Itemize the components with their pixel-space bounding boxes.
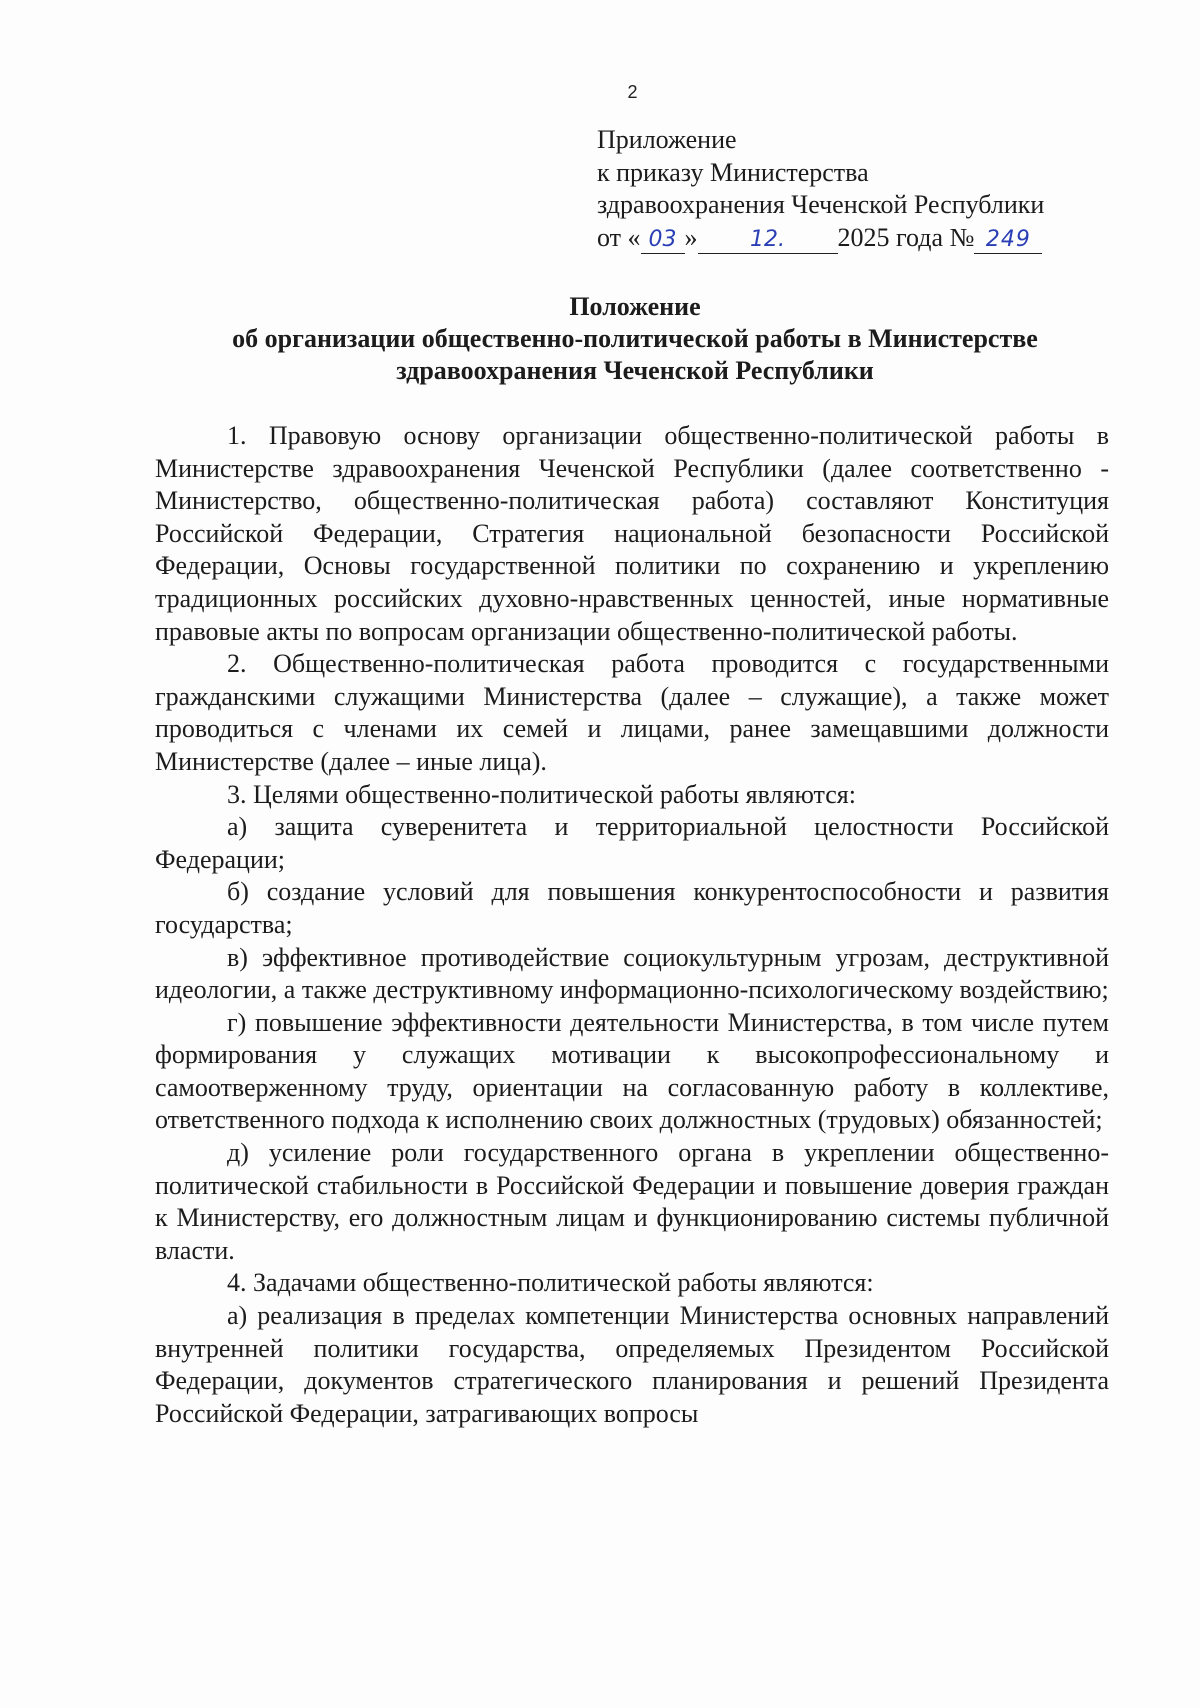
paragraph-3: 3. Целями общественно-политической работы являются: [227, 779, 856, 809]
date-year: 2025 года № [837, 222, 975, 252]
paragraph-3a: а) защита суверенитета и территориальной целостности Российской Федерации; [155, 812, 1109, 874]
handwritten-month: 12. [698, 227, 838, 254]
paragraph-4a: а) реализация в пределах компетенции Министерства основных направлений внутренней политики государства, определяемых Президентом Российской Федерации, документов стратегического планирования и решений Президента Российской Федерации, затрагивающих вопросы [155, 1301, 1109, 1428]
title-line-3: здравоохранения Чеченской Республики [396, 356, 874, 385]
title-line-1: Положение [569, 292, 701, 321]
appendix-block [597, 124, 1157, 254]
appendix-line-3: здравоохранения Чеченской Республики [597, 190, 1045, 219]
paragraph-4: 4. Задачами общественно-политической работы являются: [227, 1268, 874, 1298]
appendix-date-line [597, 222, 1157, 255]
appendix-line-1: Приложение [597, 125, 737, 154]
paragraph-1: 1. Правовую основу организации общественно-политической работы в Министерстве здравоохранения Чеченской Республики (далее соответственно - Министерство, общественно-политическая работа) составляют Конституция Российской Федерации, Стратегия национальной безопасности Российской Федерации, Основы государственной политики по сохранению и укреплению традиционных российских духовно-нравственных ценностей, иные нормативные правовые акты по вопросам организации общественно-политической работы. [155, 421, 1109, 646]
paragraph-3e: д) усиление роли государственного органа в укреплении общественно-политической стабильности в Российской Федерации и повышение доверия граждан к Министерству, его должностным лицам и функционированию системы публичной власти. [155, 1138, 1109, 1265]
paragraph-3b: б) создание условий для повышения конкурентоспособности и развития государства; [155, 877, 1109, 939]
paragraph-2: 2. Общественно-политическая работа проводится с государственными гражданскими служащими Министерства (далее – служащие), а также может проводиться с членами их семей и лицами, ранее замещавшими должности Министерстве (далее – иные лица). [155, 649, 1109, 776]
date-prefix: от « [597, 222, 641, 252]
document-body [155, 420, 1109, 1430]
page-number: 2 [627, 82, 638, 102]
paragraph-3d: г) повышение эффективности деятельности Министерства, в том числе путем формирования у служащих мотивации к высокопрофессиональному и самоотверженному труду, ориентации на согласованную работу в коллективе, ответственного подхода к исполнению своих должностных (трудовых) обязанностей; [155, 1007, 1109, 1135]
date-mid: » [684, 222, 698, 252]
paragraph-3c: в) эффективное противодействие социокультурным угрозам, деструктивной идеологии, а также деструктивному информационно-психологическому воздействию; [155, 942, 1109, 1005]
handwritten-order-number: 249 [974, 227, 1042, 254]
handwritten-day: 03 [641, 227, 685, 254]
document-title [155, 291, 1115, 387]
title-line-2: об организации общественно-политической работы в Министерстве [232, 324, 1038, 353]
appendix-line-2: к приказу Министерства [597, 157, 869, 187]
